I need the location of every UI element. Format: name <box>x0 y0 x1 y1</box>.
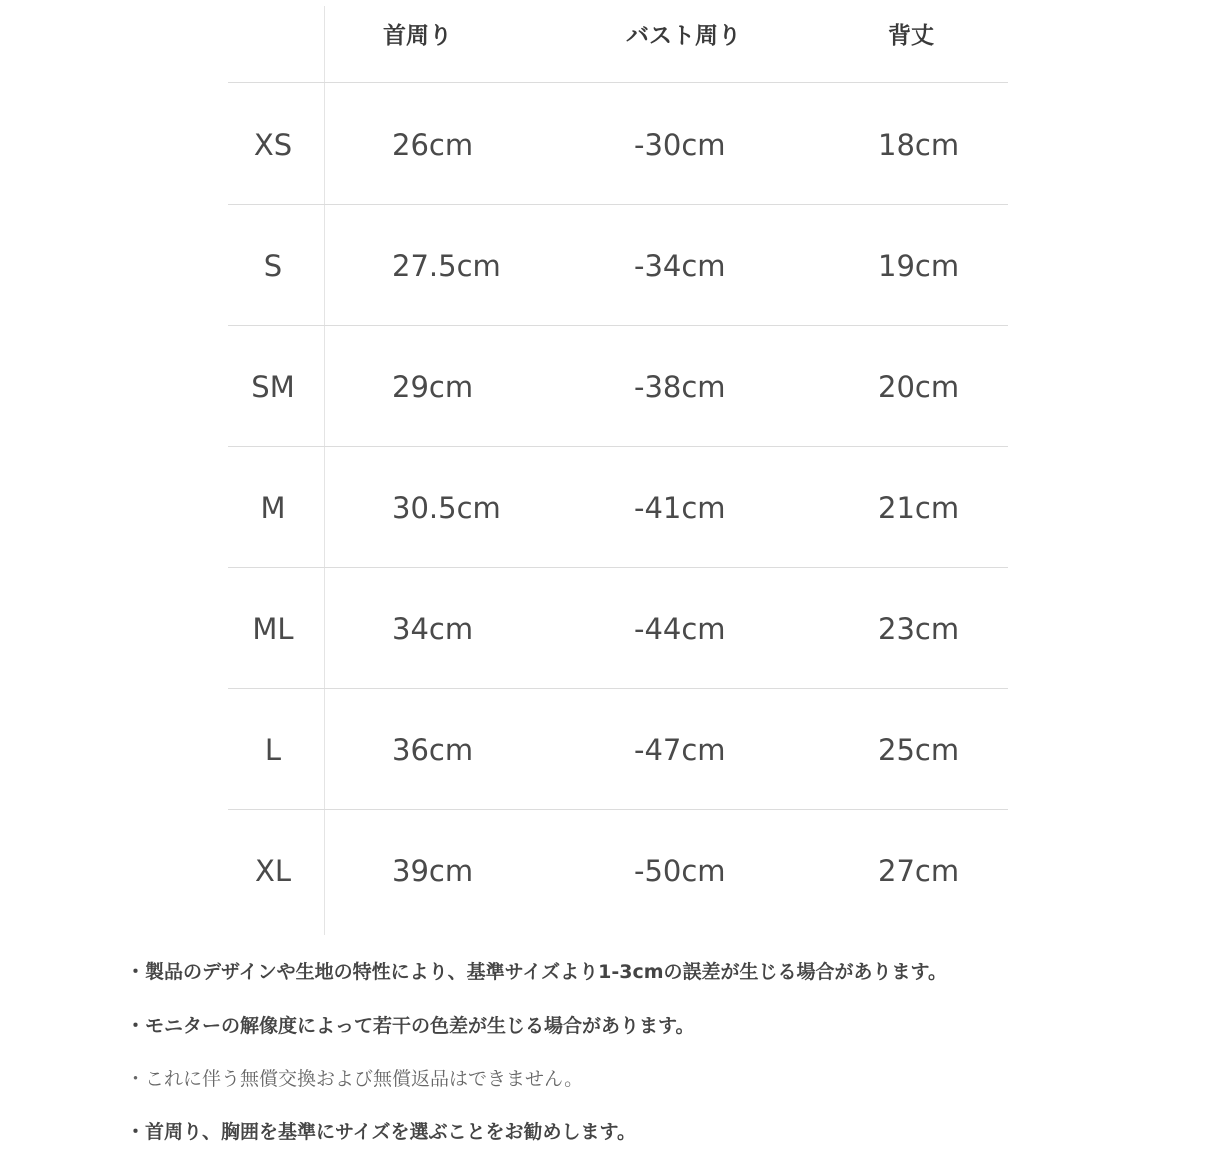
table-row <box>228 567 1008 689</box>
bust-value: -50cm <box>634 854 726 888</box>
neck-value: 29cm <box>392 370 474 404</box>
size-label: SM <box>251 370 295 404</box>
size-label: ML <box>252 612 294 646</box>
neck-value: 30.5cm <box>392 491 501 525</box>
note-item: ・製品のデザインや生地の特性により、基準サイズより1-3cmの誤差が生じる場合があります。 <box>126 961 948 983</box>
back-length-value: 23cm <box>878 612 960 646</box>
table-row <box>228 325 1008 447</box>
bust-value: -47cm <box>634 733 726 767</box>
back-length-value: 25cm <box>878 733 960 767</box>
table-row <box>228 446 1008 568</box>
back-length-value: 20cm <box>878 370 960 404</box>
table-row <box>228 204 1008 326</box>
table-row <box>228 688 1008 810</box>
size-label: S <box>263 249 283 283</box>
header-neck: 首周り <box>383 23 452 49</box>
bust-value: -34cm <box>634 249 726 283</box>
back-length-value: 19cm <box>878 249 960 283</box>
size-table <box>228 0 1008 935</box>
header-back-length: 背丈 <box>888 23 934 49</box>
size-label: L <box>264 733 282 767</box>
bust-value: -38cm <box>634 370 726 404</box>
back-length-value: 18cm <box>878 128 960 162</box>
note-item: ・首周り、胸囲を基準にサイズを選ぶことをお勧めします。 <box>126 1121 636 1143</box>
neck-value: 34cm <box>392 612 474 646</box>
neck-value: 26cm <box>392 128 474 162</box>
neck-value: 36cm <box>392 733 474 767</box>
back-length-value: 27cm <box>878 854 960 888</box>
bust-value: -41cm <box>634 491 726 525</box>
size-label: XL <box>254 854 292 888</box>
size-label: M <box>260 491 286 525</box>
neck-value: 27.5cm <box>392 249 501 283</box>
table-header-row <box>228 0 1008 83</box>
header-bust: バスト周り <box>626 23 741 49</box>
note-item: ・モニターの解像度によって若干の色差が生じる場合があります。 <box>126 1015 695 1037</box>
neck-value: 39cm <box>392 854 474 888</box>
back-length-value: 21cm <box>878 491 960 525</box>
table-row <box>228 83 1008 205</box>
bust-value: -30cm <box>634 128 726 162</box>
note-item: ・これに伴う無償交換および無償返品はできません。 <box>126 1068 584 1090</box>
size-label: XS <box>253 128 293 162</box>
table-row <box>228 809 1008 930</box>
bust-value: -44cm <box>634 612 726 646</box>
